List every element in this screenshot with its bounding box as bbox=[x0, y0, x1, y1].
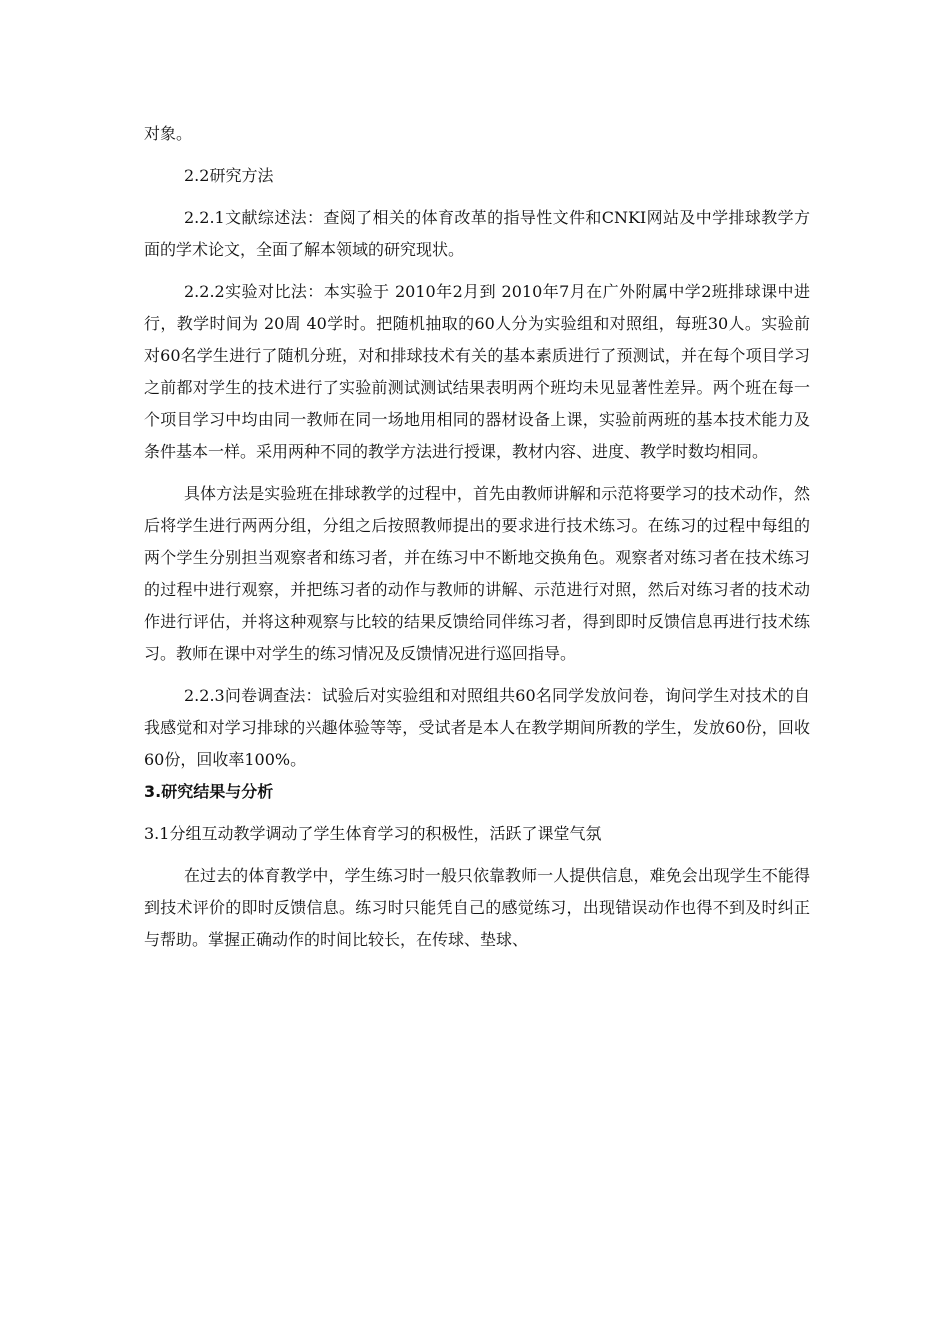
paragraph-literature-review: 2.2.1文献综述法：查阅了相关的体育改革的指导性文件和CNKI网站及中学排球教学方面的学术论文，全面了解本领域的研究现状。 bbox=[144, 208, 810, 259]
section-heading-results: 3.研究结果与分析 bbox=[144, 782, 274, 801]
paragraph-specific-method: 具体方法是实验班在排球教学的过程中，首先由教师讲解和示范将要学习的技术动作，然后将学生进行两两分组，分组之后按照教师提出的要求进行技术练习。在练习的过程中每组的两个学生分别担当观察者和练习者，并在练习中不断地交换角色。观察者对练习者在技术练习的过程中进行观察，并把练习者的动作与教师的讲解、示范进行对照，然后对练习者的技术动作进行评估，并将这种观察与比较的结果反馈给同伴练习者，得到即时反馈信息再进行技术练习。教师在课中对学生的练习情况及反馈情况进行巡回指导。 bbox=[144, 484, 810, 663]
document-page bbox=[144, 118, 810, 956]
paragraph-experimental-comparison: 2.2.2实验对比法：本实验于 2010年2月到 2010年7月在广外附属中学2班排球课中进行，教学时间为 20周 40学时。把随机抽取的60人分为实验组和对照组，每班30人。实验前对60名学生进行了随机分班，对和排球技术有关的基本素质进行了预测试，并在每个项目学习之前都对学生的技术进行了实验前测试测试结果表明两个班均未见显著性差异。两个班在每一个项目学习中均由同一教师在同一场地用相同的器材设备上课，实验前两班的基本技术能力及条件基本一样。采用两种不同的教学方法进行授课，教材内容、进度、教学时数均相同。 bbox=[144, 282, 810, 461]
paragraph-continuation: 对象。 bbox=[144, 124, 193, 143]
paragraph-questionnaire: 2.2.3问卷调查法：试验后对实验组和对照组共60名同学发放问卷，询问学生对技术的自我感觉和对学习排球的兴趣体验等等，受试者是本人在教学期间所教的学生，发放60份，回收60份，回收率100%。 bbox=[144, 686, 810, 769]
subheading-group-interaction: 3.1分组互动教学调动了学生体育学习的积极性，活跃了课堂气氛 bbox=[144, 824, 602, 843]
subheading-research-methods: 2.2研究方法 bbox=[184, 166, 274, 185]
paragraph-past-teaching: 在过去的体育教学中，学生练习时一般只依靠教师一人提供信息，难免会出现学生不能得到技术评价的即时反馈信息。练习时只能凭自己的感觉练习，出现错误动作也得不到及时纠正与帮助。掌握正确动作的时间比较长，在传球、垫球、 bbox=[144, 866, 810, 949]
